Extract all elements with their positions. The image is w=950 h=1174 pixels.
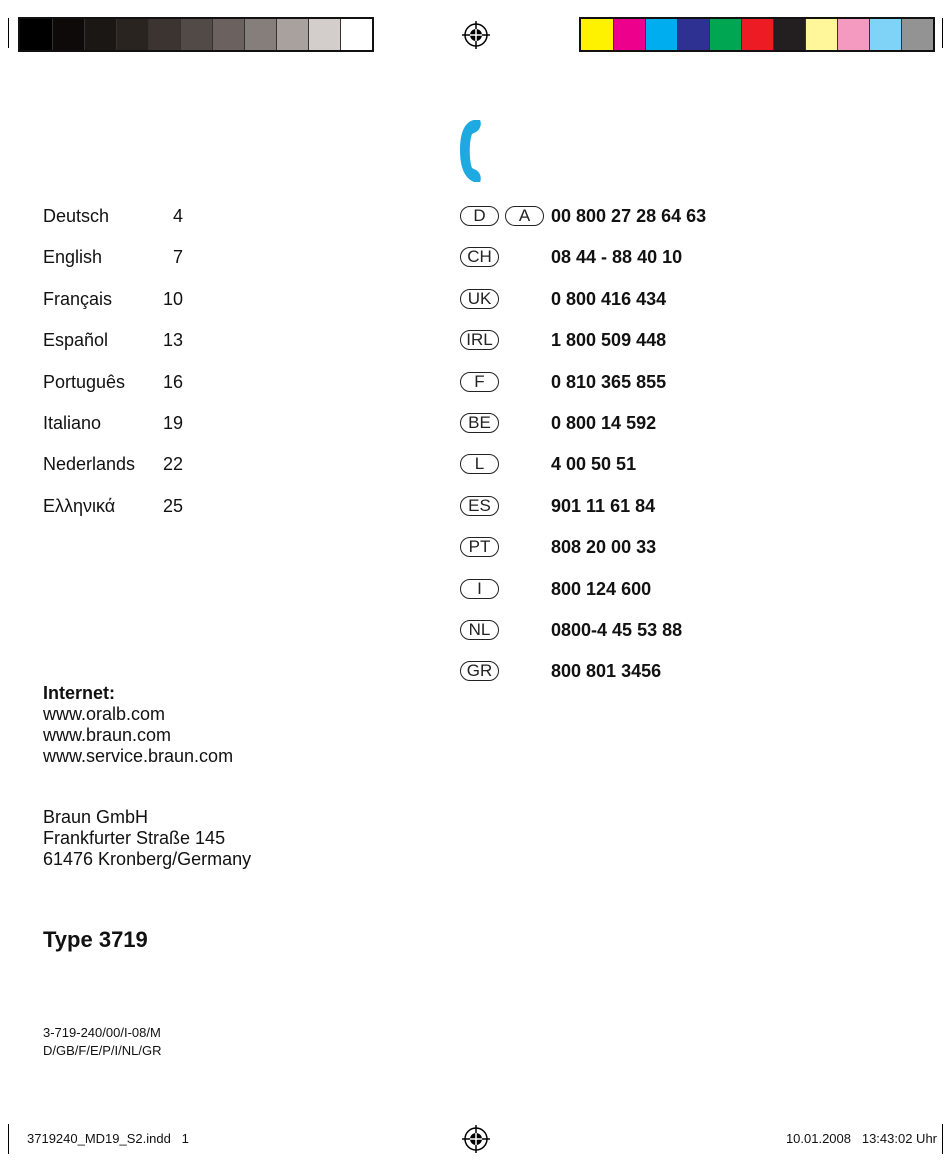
- contact-row: [460, 247, 760, 269]
- language-name: Ελληνικά: [43, 495, 116, 516]
- crop-mark: [942, 18, 943, 48]
- language-page-number: 19: [162, 413, 183, 433]
- color-swatch: [116, 19, 148, 50]
- language-page-number: 13: [162, 330, 183, 351]
- language-row: [43, 206, 183, 228]
- language-page-number: 4: [172, 206, 183, 226]
- country-code-badge: ES: [460, 496, 499, 516]
- document-code: 3-719-240/00/I-08/M: [43, 1025, 161, 1040]
- footer-file-name: 3719240_MD19_S2.indd 1: [27, 1131, 189, 1146]
- color-swatch: [148, 19, 180, 50]
- service-phone-number: 0 800 14 592: [551, 413, 657, 433]
- language-row: [43, 289, 183, 311]
- service-phone-number: 08 44 - 88 40 10: [551, 247, 683, 268]
- language-page-number: 25: [162, 495, 183, 516]
- language-row: [43, 372, 183, 394]
- contact-row: [460, 330, 760, 352]
- contact-row: [460, 537, 760, 559]
- document-codes: [43, 1024, 161, 1060]
- city-address: 61476 Kronberg/Germany: [43, 849, 252, 869]
- country-code-badge: GR: [460, 661, 499, 681]
- language-row: [43, 247, 183, 269]
- color-calibration-bar: [579, 17, 935, 52]
- grayscale-calibration-bar: [18, 17, 374, 52]
- phone-handset-icon: [458, 116, 498, 186]
- country-code-badge: PT: [460, 537, 499, 557]
- country-code-badge: A: [505, 206, 544, 226]
- crop-mark: [942, 1124, 943, 1154]
- color-swatch: [212, 19, 244, 50]
- product-type-title: Type 3719: [43, 927, 148, 952]
- service-phone-number: 4 00 50 51: [551, 454, 637, 475]
- internet-block: [43, 683, 233, 767]
- country-code-badge: NL: [460, 620, 499, 640]
- color-swatch: [741, 19, 773, 50]
- language-row: [43, 496, 183, 518]
- language-name: Español: [43, 330, 109, 351]
- service-phone-number: 0 800 416 434: [551, 288, 667, 309]
- internet-heading: Internet:: [43, 683, 115, 703]
- footer-timestamp: 10.01.2008 13:43:02 Uhr: [785, 1131, 937, 1146]
- contact-row: [460, 454, 760, 476]
- language-page-number: 22: [162, 454, 183, 475]
- website-link[interactable]: www.oralb.com: [43, 704, 166, 724]
- language-row: [43, 413, 183, 435]
- color-swatch: [308, 19, 340, 50]
- street-address: Frankfurter Straße 145: [43, 828, 226, 848]
- company-address: [43, 807, 251, 870]
- service-phone-number: 1 800 509 448: [551, 330, 667, 351]
- color-swatch: [180, 19, 212, 50]
- language-name: Italiano: [43, 413, 102, 433]
- contact-row: [460, 372, 760, 394]
- color-swatch: [869, 19, 901, 50]
- language-codes: D/GB/F/E/P/I/NL/GR: [43, 1043, 162, 1058]
- contact-row: [460, 289, 760, 311]
- color-swatch: [901, 19, 933, 50]
- color-swatch: [645, 19, 677, 50]
- language-page-number: 16: [162, 371, 183, 392]
- crop-mark: [8, 18, 9, 48]
- contact-row: [460, 620, 760, 642]
- language-name: Français: [43, 288, 113, 309]
- language-page-number: 10: [162, 288, 183, 309]
- contact-row: [460, 579, 760, 601]
- language-name: Deutsch: [43, 206, 110, 226]
- country-code-badge: UK: [460, 289, 499, 309]
- color-swatch: [340, 19, 372, 50]
- language-row: [43, 454, 183, 476]
- service-phone-number: 0 810 365 855: [551, 371, 667, 392]
- company-name: Braun GmbH: [43, 807, 149, 827]
- color-swatch: [581, 19, 613, 50]
- language-name: English: [43, 247, 103, 268]
- color-swatch: [52, 19, 84, 50]
- color-swatch: [709, 19, 741, 50]
- registration-mark-icon: [462, 1125, 490, 1153]
- color-swatch: [677, 19, 709, 50]
- language-name: Nederlands: [43, 454, 136, 475]
- crop-mark: [8, 1124, 9, 1154]
- language-row: [43, 330, 183, 352]
- color-swatch: [276, 19, 308, 50]
- website-link[interactable]: www.braun.com: [43, 725, 172, 745]
- service-phone-number: 00 800 27 28 64 63: [551, 206, 707, 226]
- service-phone-number: 800 801 3456: [551, 661, 662, 682]
- country-code-badge: IRL: [460, 330, 499, 350]
- language-name: Português: [43, 371, 126, 392]
- contact-row: [460, 413, 760, 435]
- country-code-badge: F: [460, 372, 499, 392]
- color-swatch: [20, 19, 52, 50]
- contact-row: [460, 661, 760, 683]
- contact-row: [460, 206, 760, 228]
- country-code-badge: L: [460, 454, 499, 474]
- color-swatch: [837, 19, 869, 50]
- color-swatch: [84, 19, 116, 50]
- contact-row: [460, 496, 760, 518]
- country-code-badge: CH: [460, 247, 499, 267]
- service-phone-number: 800 124 600: [551, 578, 652, 599]
- color-swatch: [773, 19, 805, 50]
- service-phone-number: 0800-4 45 53 88: [551, 620, 683, 640]
- country-code-badge: I: [460, 579, 499, 599]
- color-swatch: [244, 19, 276, 50]
- service-phone-number: 901 11 61 84: [551, 495, 656, 516]
- country-code-badge: BE: [460, 413, 499, 433]
- language-page-number: 7: [172, 247, 183, 268]
- country-code-badge: D: [460, 206, 499, 226]
- registration-mark-icon: [462, 21, 490, 49]
- website-link[interactable]: www.service.braun.com: [43, 746, 234, 766]
- color-swatch: [805, 19, 837, 50]
- service-phone-number: 808 20 00 33: [551, 537, 657, 558]
- color-swatch: [613, 19, 645, 50]
